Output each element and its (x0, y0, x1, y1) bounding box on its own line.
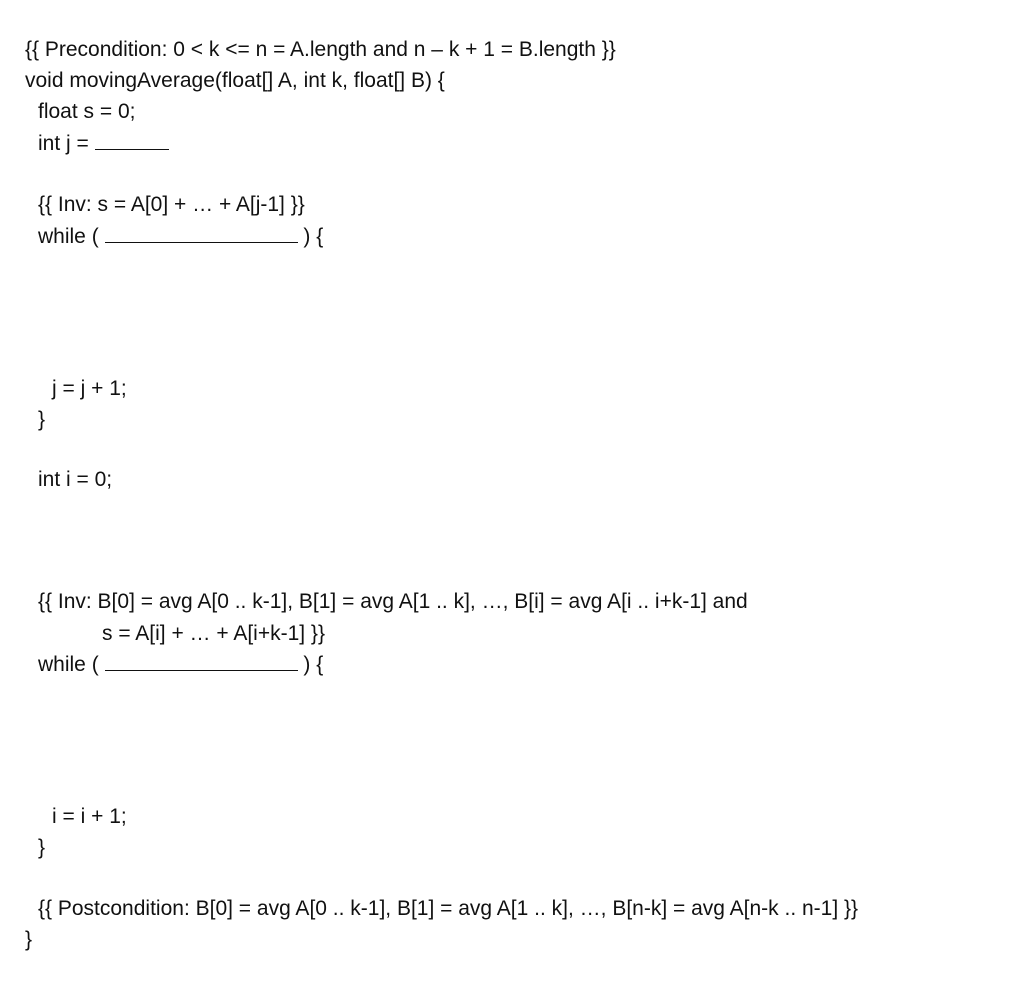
loop2-while-header (38, 652, 323, 677)
loop1-while-close: ) { (297, 225, 324, 248)
loop2-while-close: ) { (297, 653, 324, 676)
loop2-increment: i = i + 1; (52, 805, 127, 828)
declaration-i: int i = 0; (38, 468, 113, 491)
loop2-condition-blank[interactable] (105, 652, 298, 671)
loop1-invariant: {{ Inv: s = A[0] + … + A[j-1] }} (38, 193, 305, 216)
loop1-while-open: while ( (38, 225, 105, 248)
loop1-close-brace: } (38, 408, 46, 431)
function-signature: void movingAverage(float[] A, int k, float[] B) { (25, 69, 445, 92)
postcondition-comment: {{ Postcondition: B[0] = avg A[0 .. k-1], B[1] = avg A[1 .. k], …, B[n-k] = avg A[n-k .. n-1] }} (38, 897, 859, 920)
declaration-j (38, 131, 169, 156)
loop1-while-header (38, 224, 323, 249)
final-close-brace: } (25, 928, 33, 951)
loop1-increment: j = j + 1; (52, 377, 127, 400)
declaration-s: float s = 0; (38, 100, 136, 123)
declaration-j-text: int j = (38, 132, 95, 155)
loop1-condition-blank[interactable] (105, 224, 298, 243)
loop2-while-open: while ( (38, 653, 105, 676)
loop2-close-brace: } (38, 836, 46, 859)
j-initializer-blank[interactable] (95, 131, 169, 150)
loop2-invariant-line1: {{ Inv: B[0] = avg A[0 .. k-1], B[1] = avg A[1 .. k], …, B[i] = avg A[i .. i+k-1] and (38, 590, 748, 613)
precondition-comment: {{ Precondition: 0 < k <= n = A.length and n – k + 1 = B.length }} (25, 38, 616, 61)
loop2-invariant-line2: s = A[i] + … + A[i+k-1] }} (102, 622, 325, 645)
